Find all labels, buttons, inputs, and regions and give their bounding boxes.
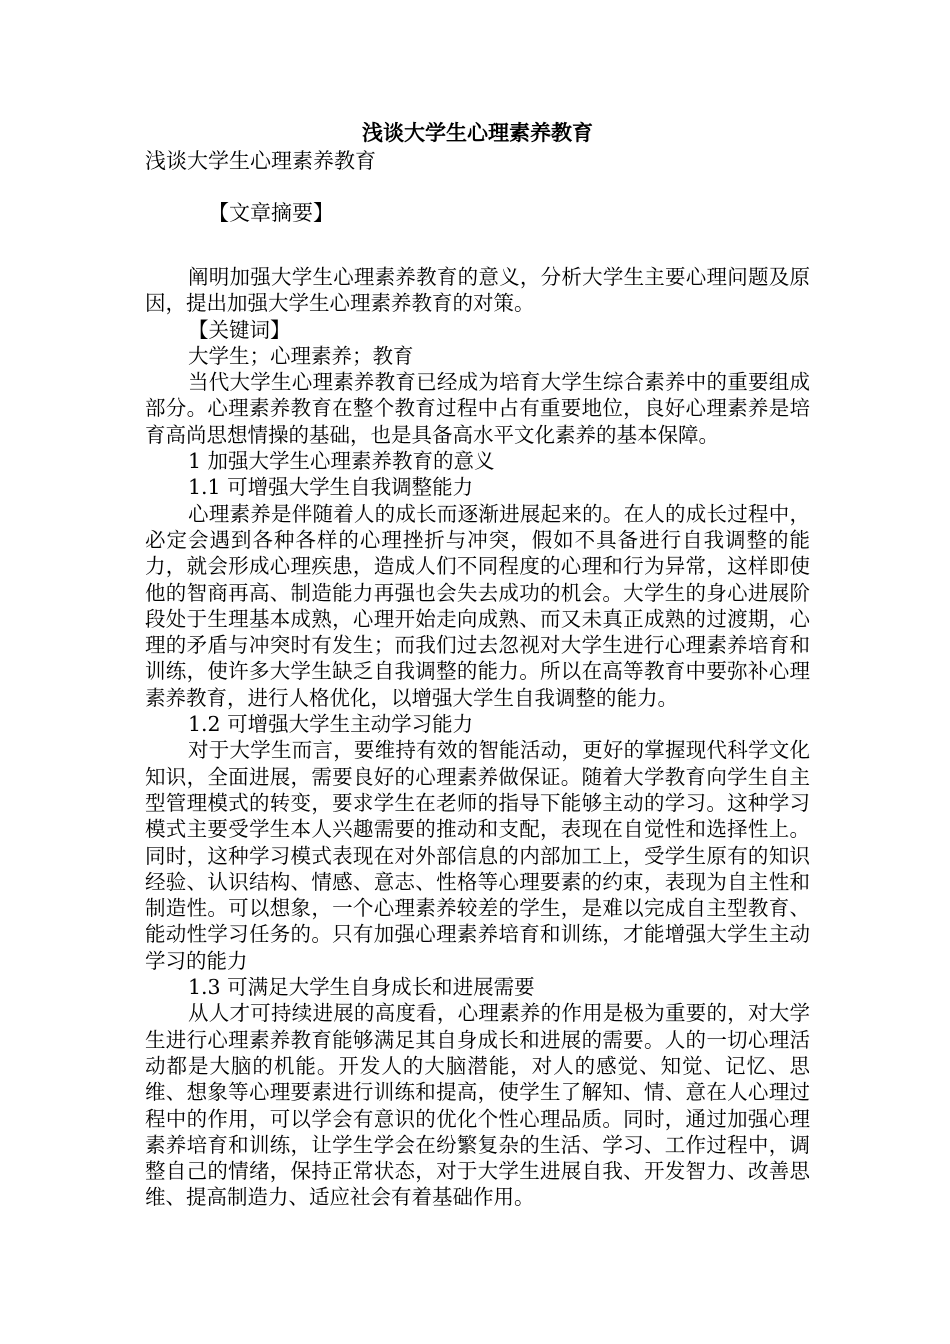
- section-1-3-heading: 1.3 可满足大学生自身成长和进展需要: [188, 975, 535, 1000]
- section-1-2-paragraph: 对于大学生而言，要维持有效的智能活动，更好的掌握现代科学文化知识，全面进展，需要良好的心理素养做保证。随着大学教育向学生自主型管理模式的转变，要求学生在老师的指导下能够主动的学习。这种学习模式主要受学生本人兴趣需要的推动和支配，表现在自觉性和选择性上。同时，这种学习模式表现在对外部信息的内部加工上，受学生原有的知识经验、认识结构、情感、意志、性格等心理要素的约束，表现为自主性和制造性。可以想象，一个心理素养较差的学生，是难以完成自主型教育、能动性学习任务的。只有加强心理素养培育和训练，才能增强大学生主动学习的能力: [145, 738, 810, 973]
- document-title: 浅谈大学生心理素养教育: [362, 120, 593, 145]
- document-subtitle: 浅谈大学生心理素养教育: [145, 149, 376, 173]
- abstract-heading: 【文章摘要】: [208, 201, 334, 225]
- section-1-3-paragraph: 从人才可持续进展的高度看，心理素养的作用是极为重要的，对大学生进行心理素养教育能够满足其自身成长和进展的需要。人的一切心理活动都是大脑的机能。开发人的大脑潜能，对人的感觉、知觉、记忆、思维、想象等心理要素进行训练和提高，使学生了解知、情、意在人心理过程中的作用，可以学会有意识的优化个性心理品质。同时，通过加强心理素养培育和训练，让学生学会在纷繁复杂的生活、学习、工作过程中，调整自己的情绪，保持正常状态，对于大学生进展自我、开发智力、改善思维、提高制造力、适应社会有着基础作用。: [145, 1001, 810, 1210]
- section-1-1-paragraph: 心理素养是伴随着人的成长而逐渐进展起来的。在人的成长过程中，必定会遇到各种各样的心理挫折与冲突，假如不具备进行自我调整的能力，就会形成心理疾患，造成人们不同程度的心理和行为异常，这样即使他的智商再高、制造能力再强也会失去成功的机会。大学生的身心进展阶段处于生理基本成熟，心理开始走向成熟、而又未真正成熟的过渡期，心理的矛盾与冲突时有发生；而我们过去忽视对大学生进行心理素养培育和训练，使许多大学生缺乏自我调整的能力。所以在高等教育中要弥补心理素养教育，进行人格优化，以增强大学生自我调整的能力。: [145, 501, 810, 710]
- keywords-paragraph: 大学生；心理素养；教育: [188, 343, 414, 368]
- document-page: [145, 120, 810, 1211]
- section-1-2-heading: 1.2 可增强大学生主动学习能力: [188, 712, 474, 737]
- abstract-paragraph: 阐明加强大学生心理素养教育的意义，分析大学生主要心理问题及原因，提出加强大学生心理素养教育的对策。: [145, 265, 810, 316]
- intro-paragraph: 当代大学生心理素养教育已经成为培育大学生综合素养中的重要组成部分。心理素养教育在整个教育过程中占有重要地位，良好心理素养是培育高尚思想情操的基础，也是具备高水平文化素养的基本保障。: [145, 370, 810, 447]
- section-1-heading: 1 加强大学生心理素养教育的意义: [188, 449, 495, 474]
- section-1-1-heading: 1.1 可增强大学生自我调整能力: [188, 475, 474, 500]
- keywords-heading: 【关键词】: [188, 317, 291, 342]
